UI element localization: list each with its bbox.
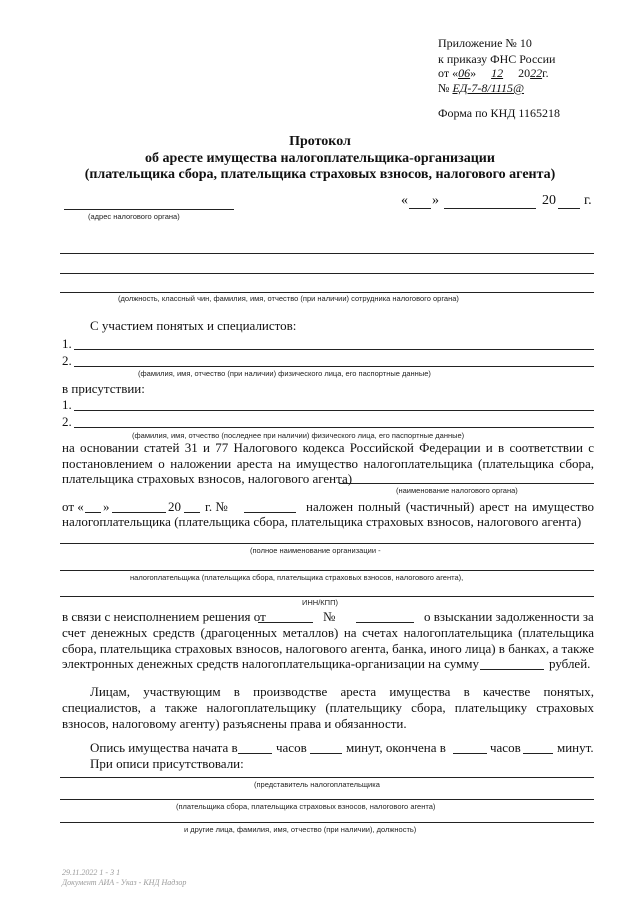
date-month-blank [444,208,536,209]
inventory-started: Опись имущества начата в [90,740,238,755]
order-date-month: 12 [491,66,504,80]
document-subtitle: об аресте имущества налогоплательщика-организации [145,151,495,166]
witness-item-1-line [74,349,594,350]
other-persons-line [60,822,594,823]
representative-caption: (представитель налогоплательщика [254,780,380,789]
inventory-end-hours-blank [453,753,487,754]
arrest-date-open: от « [62,499,84,514]
presence-item-1-number: 1. [62,397,72,412]
date-day-blank [409,208,431,209]
org-name-line-1 [60,543,594,544]
order-date-year-prefix: 20 [515,66,531,80]
present-intro: При описи присутствовали: [90,756,244,771]
appendix-number: Приложение № 10 [438,36,532,50]
order-date-year-gap [503,66,515,80]
tax-authority-address-caption: (адрес налогового органа) [88,212,180,221]
amount-currency: рублей. [549,656,591,671]
order-date-suffix: г. [542,66,549,80]
arrest-year-label: 20 [168,499,181,514]
arrest-text: наложен полный (частичный) арест на имущество [306,499,594,514]
basis-line-3: плательщика страховых взносов, налогового агента) [62,471,353,486]
officer-caption: (должность, классный чин, фамилия, имя, отчество (при наличии) сотрудника налогового органа) [118,294,459,303]
order-date-day: 06 [458,66,471,80]
order-reference: к приказу ФНС России [438,52,556,66]
payer-types-caption: (плательщика сбора, плательщика страховых взносов, налогового агента) [176,802,436,811]
document-subtitle-parenthetical: (плательщика сбора, плательщика страховых взносов, налогового агента) [84,167,556,182]
date-day-close: » [432,193,439,208]
date-year-label: 20 [542,193,556,208]
inventory-hours-label-1: часов [276,740,307,755]
order-number-label: № [438,81,453,95]
officer-line-1 [60,253,594,254]
date-year-suffix: г. [584,193,592,208]
order-number [438,81,524,96]
amount-blank [480,669,544,670]
org-name-caption: (полное наименование организации - [250,546,381,555]
inventory-minutes-label: минут. [557,740,594,755]
arrest-year-blank [184,512,200,513]
arrest-month-blank [112,512,166,513]
arrest-date-close: » [103,499,110,514]
inn-kpp-caption: ИНН/КПП) [302,598,338,607]
document-title: Протокол [289,134,351,149]
presence-caption: (фамилия, имя, отчество (последнее при наличии) физического лица, его паспортные данные) [132,431,465,440]
inventory-hours-label-2: часов [490,740,521,755]
rights-line-3: взносов, налоговому агенту) разъяснены права и обязанности. [62,716,407,731]
order-date [438,66,549,81]
inventory-end-minutes-blank [523,753,553,754]
witness-caption: (фамилия, имя, отчество (при наличии) физического лица, его паспортные данные) [138,369,431,378]
footer-stamp-line-2: Документ АИА - Указ - КНД Надзор [62,878,187,887]
officer-line-3 [60,292,594,293]
nonexec-number-label: № [323,609,336,624]
form-code: Форма по КНД 1165218 [438,106,560,120]
officer-line-2 [60,273,594,274]
arrest-day-blank [85,512,101,513]
nonexec-line-4: электронных денежных средств налогоплательщика-организации на сумму [62,656,480,671]
arrest-line-2: налогоплательщика (плательщика сбора, плательщика страховых взносов, налогового агента) [62,514,582,529]
date-day-open: « [401,193,408,208]
order-date-year: 22 [530,66,543,80]
tax-authority-name-caption: (наименование налогового органа) [396,486,518,495]
witness-item-1-number: 1. [62,336,72,351]
witnesses-intro: С участием понятых и специалистов: [90,318,297,333]
presence-item-1-line [74,410,594,411]
org-name-caption-2: налогоплательщика (плательщика сбора, плательщика страховых взносов, налогового агента), [130,573,464,582]
inventory-start-hours-blank [238,753,272,754]
nonexec-text-a: в связи с неисполнением решения от [62,609,266,624]
date-year-blank [558,208,580,209]
decision-number-blank [356,622,414,623]
order-date-mid: » [470,66,480,80]
rights-line-2: специалистов, а также налогоплательщику (плательщику сбора, плательщику страховых [62,700,594,715]
other-persons-caption: и другие лица, фамилия, имя, отчество (при наличии), должность) [184,825,417,834]
basis-line-2: постановлением о наложении ареста на имущество налогоплательщика (плательщика сбора, [62,456,594,471]
arrest-g-number-label: г. № [205,499,228,514]
inn-kpp-line [60,596,594,597]
org-name-line-2 [60,570,594,571]
tax-authority-address-line [64,209,234,210]
tax-authority-name-line [339,483,594,484]
inventory-finished: минут, окончена в [346,740,446,755]
rights-line-1: Лицам, участвующим в производстве ареста имущества в качестве понятых, [90,684,594,699]
presence-item-2-line [74,427,594,428]
witness-item-2-line [74,366,594,367]
order-date-prefix: от « [438,66,459,80]
decision-date-blank [258,622,313,623]
footer-stamp-line-1: 29.11.2022 1 - 3 1 [62,868,121,877]
nonexec-text-c: о взыскании задолженности за [424,609,594,624]
witness-item-2-number: 2. [62,353,72,368]
arrest-number-blank [244,512,296,513]
nonexec-line-3: сбора, плательщика страховых взносов, налогового агента, банка, иного лица) в банках, а также [62,641,594,656]
presence-item-2-number: 2. [62,414,72,429]
nonexec-line-2: счет денежных средств (драгоценных металлов) на счетах налогоплательщика (плательщика [62,625,594,640]
basis-line-1: на основании статей 31 и 77 Налогового кодекса Российской Федерации и в соответствии с [62,440,594,455]
representative-line [60,777,594,778]
order-number-value: ЕД-7-8/1115@ [452,81,525,95]
order-date-month-gap [479,66,491,80]
payer-types-line [60,799,594,800]
inventory-start-minutes-blank [310,753,342,754]
presence-intro: в присутствии: [62,381,145,396]
